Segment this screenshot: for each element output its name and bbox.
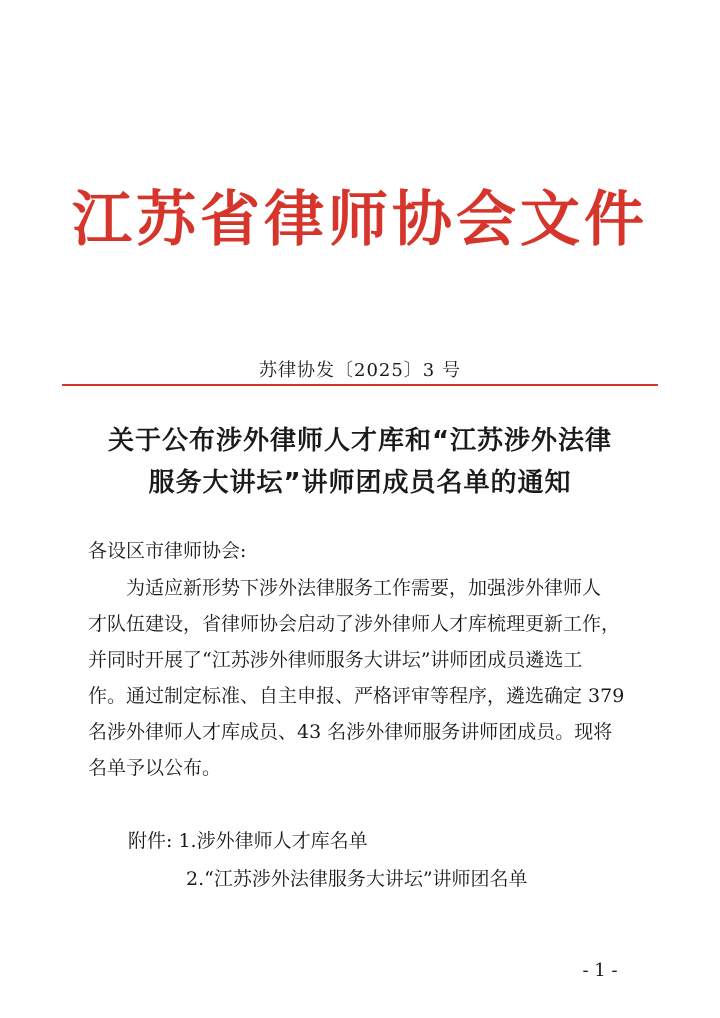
body-line: 作。通过制定标准、自主申报、严格评审等程序，遴选确定 379 xyxy=(88,685,625,707)
attachments-label: 附件: xyxy=(128,830,173,852)
notice-title-line-1: 关于公布涉外律师人才库和“江苏涉外法律 xyxy=(107,426,613,456)
red-divider-line xyxy=(62,384,658,386)
notice-body xyxy=(88,570,648,786)
body-line: 为适应新形势下涉外法律服务工作需要，加强涉外律师人 xyxy=(126,577,602,599)
masthead-title: 江苏省律师协会文件 xyxy=(72,185,648,255)
salutation: 各设区市律师协会: xyxy=(88,540,247,562)
body-line: 并同时开展了“江苏涉外律师服务大讲坛”讲师团成员遴选工 xyxy=(88,649,583,671)
notice-title-line-2: 服务大讲坛”讲师团成员名单的通知 xyxy=(148,468,572,498)
page-number: - 1 - xyxy=(582,960,618,981)
attachment-item-2: 2.“江苏涉外法律服务大讲坛”讲师团名单 xyxy=(186,868,528,890)
notice-title xyxy=(60,420,660,504)
body-line: 名涉外律师人才库成员、43 名涉外律师服务讲师团成员。现将 xyxy=(88,721,613,743)
attachments-list xyxy=(128,822,528,898)
attachment-row-1 xyxy=(128,822,528,860)
body-line: 名单予以公布。 xyxy=(88,757,222,779)
body-line: 才队伍建设，省律师协会启动了涉外律师人才库梳理更新工作， xyxy=(88,613,621,635)
document-number: 苏律协发〔2025〕3 号 xyxy=(259,360,461,381)
attachment-item-1: 1.涉外律师人才库名单 xyxy=(178,830,368,852)
